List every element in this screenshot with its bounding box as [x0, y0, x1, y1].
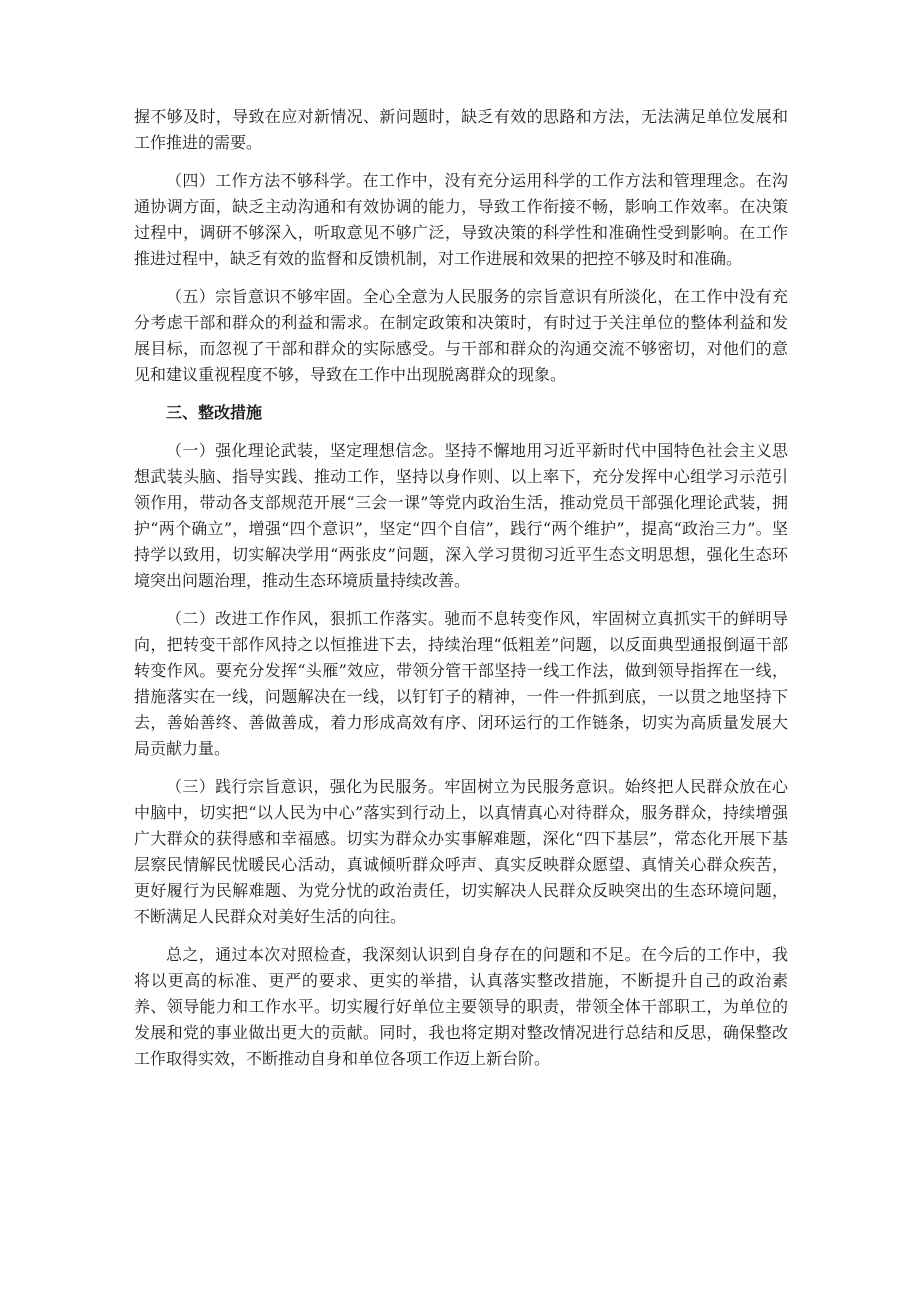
paragraph-measure-3: （三）践行宗旨意识，强化为民服务。牢固树立为民服务意识。始终把人民群众放在心中脑中，切实把“以人民为中心”落实到行动上，以真情真心对待群众，服务群众，持续增强广大群众的获得感和幸福感。切实为群众办实事解难题，深化“四下基层”，常态化开展下基层察民情解民忧暖民心活动，真诚倾听群众呼声、真实反映群众愿望、真情关心群众疾苦，更好履行为民解难题、为党分忧的政治责任，切实解决人民群众反映突出的生态环境问题，不断满足人民群众对美好生活的向往。 [134, 777, 788, 926]
document-page [134, 104, 788, 1084]
section-heading-rectification: 三、整改措施 [166, 403, 263, 422]
paragraph-item-4: （四）工作方法不够科学。在工作中，没有充分运用科学的工作方法和管理理念。在沟通协调方面，缺乏主动沟通和有效协调的能力，导致工作衔接不畅，影响工作效率。在决策过程中，调研不够深入，听取意见不够广泛，导致决策的科学性和准确性受到影响。在工作推进过程中，缺乏有效的监督和反馈机制，对工作进展和效果的把控不够及时和准确。 [134, 171, 788, 268]
paragraph-measure-1: （一）强化理论武装，坚定理想信念。坚持不懈地用习近平新时代中国特色社会主义思想武装头脑、指导实践、推动工作，坚持以身作则、以上率下，充分发挥中心组学习示范引领作用，带动各支部规范开展“三会一课”等党内政治生活，推动党员干部强化理论武装，拥护“两个确立”，增强“四个意识”，坚定“四个自信”，践行“两个维护”，提高“政治三力”。坚持学以致用，切实解决学用“两张皮”问题，深入学习贯彻习近平生态文明思想，强化生态环境突出问题治理，推动生态环境质量持续改善。 [134, 441, 788, 590]
paragraph-measure-2: （二）改进工作作风，狠抓工作落实。驰而不息转变作风，牢固树立真抓实干的鲜明导向，把转变干部作风持之以恒推进下去，持续治理“低粗差”问题，以反面典型通报倒逼干部转变作风。要充分发挥“头雁”效应，带领分管干部坚持一线工作法，做到领导指挥在一线，措施落实在一线，问题解决在一线，以钉钉子的精神，一件一件抓到底，一以贯之地坚持下去，善始善终、善做善成，着力形成高效有序、闭环运行的工作链条，切实为高质量发展大局贡献力量。 [134, 609, 788, 758]
paragraph-continuation: 握不够及时，导致在应对新情况、新问题时，缺乏有效的思路和方法，无法满足单位发展和工作推进的需要。 [134, 107, 788, 152]
paragraph-item-5: （五）宗旨意识不够牢固。全心全意为人民服务的宗旨意识有所淡化，在工作中没有充分考虑干部和群众的利益和需求。在制定政策和决策时，有时过于关注单位的整体利益和发展目标，而忽视了干部和群众的实际感受。与干部和群众的沟通交流不够密切，对他们的意见和建议重视程度不够，导致在工作中出现脱离群众的现象。 [134, 287, 788, 384]
paragraph-conclusion: 总之，通过本次对照检查，我深刻认识到自身存在的问题和不足。在今后的工作中，我将以更高的标准、更严的要求、更实的举措，认真落实整改措施，不断提升自己的政治素养、领导能力和工作水平。切实履行好单位主要领导的职责，带领全体干部职工，为单位的发展和党的事业做出更大的贡献。同时，我也将定期对整改情况进行总结和反思，确保整改工作取得实效，不断推动自身和单位各项工作迈上新台阶。 [134, 945, 788, 1068]
